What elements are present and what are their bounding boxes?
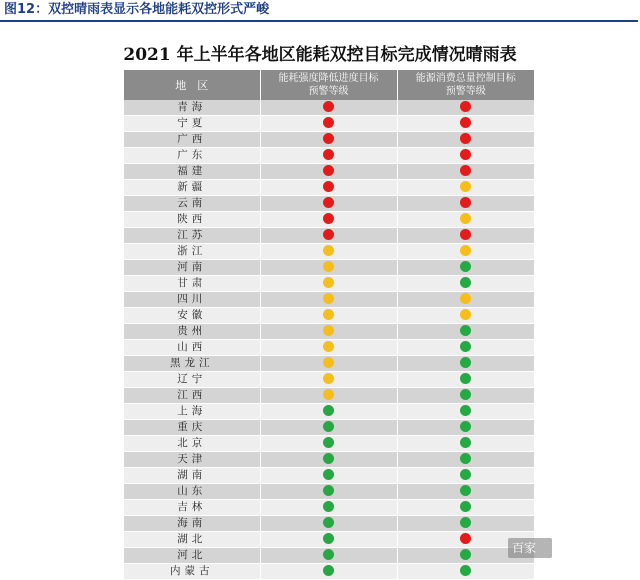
- region-cell: 重庆: [124, 420, 260, 436]
- warning-dot-yellow: [460, 213, 471, 224]
- table-row: [124, 132, 534, 148]
- region-cell: 上海: [124, 404, 260, 420]
- warning-dot-green: [460, 517, 471, 528]
- region-cell: 安徽: [124, 308, 260, 324]
- total-cell: [397, 484, 534, 500]
- intensity-cell: [260, 260, 397, 276]
- intensity-cell: [260, 500, 397, 516]
- intensity-cell: [260, 228, 397, 244]
- warning-dot-yellow: [460, 293, 471, 304]
- header-region: 地 区: [124, 70, 260, 100]
- total-cell: [397, 244, 534, 260]
- warning-dot-green: [323, 421, 334, 432]
- intensity-cell: [260, 452, 397, 468]
- warning-dot-green: [323, 437, 334, 448]
- warning-dot-green: [460, 373, 471, 384]
- table-row: [124, 452, 534, 468]
- intensity-cell: [260, 404, 397, 420]
- table-row: [124, 276, 534, 292]
- region-cell: 天津: [124, 452, 260, 468]
- warning-dot-green: [323, 485, 334, 496]
- warning-dot-green: [460, 421, 471, 432]
- table-header-row: [124, 70, 534, 100]
- region-cell: 浙江: [124, 244, 260, 260]
- warning-dot-green: [460, 357, 471, 368]
- table-row: [124, 212, 534, 228]
- total-cell: [397, 516, 534, 532]
- table-row: [124, 324, 534, 340]
- total-cell: [397, 468, 534, 484]
- intensity-cell: [260, 356, 397, 372]
- table-container: [124, 70, 534, 577]
- warning-dot-yellow: [323, 261, 334, 272]
- header-intensity-line1: 能耗强度降低进度目标: [278, 73, 379, 84]
- table-row: [124, 532, 534, 548]
- warning-dot-yellow: [460, 309, 471, 320]
- header-intensity-line2: 预警等级: [308, 86, 349, 97]
- intensity-cell: [260, 116, 397, 132]
- total-cell: [397, 308, 534, 324]
- region-cell: 江西: [124, 388, 260, 404]
- warning-dot-red: [460, 229, 471, 240]
- total-cell: [397, 420, 534, 436]
- warning-dot-green: [460, 453, 471, 464]
- region-cell: 海南: [124, 516, 260, 532]
- warning-dot-yellow: [323, 357, 334, 368]
- total-cell: [397, 212, 534, 228]
- warning-dot-green: [323, 549, 334, 560]
- warning-dot-green: [460, 325, 471, 336]
- region-cell: 福建: [124, 164, 260, 180]
- table-row: [124, 180, 534, 196]
- header-total-line1: 能源消费总量控制目标: [415, 73, 516, 84]
- region-cell: 广西: [124, 132, 260, 148]
- warning-dot-green: [460, 437, 471, 448]
- total-cell: [397, 500, 534, 516]
- warning-dot-red: [323, 197, 334, 208]
- warning-dot-green: [460, 261, 471, 272]
- warning-dot-red: [323, 213, 334, 224]
- total-cell: [397, 228, 534, 244]
- intensity-cell: [260, 516, 397, 532]
- table-row: [124, 548, 534, 564]
- warning-dot-red: [460, 533, 471, 544]
- header-total: [397, 70, 534, 100]
- table-row: [124, 372, 534, 388]
- warning-dot-red: [460, 133, 471, 144]
- warning-dot-green: [323, 565, 334, 576]
- warning-dot-yellow: [323, 341, 334, 352]
- table-row: [124, 564, 534, 580]
- table-row: [124, 340, 534, 356]
- total-cell: [397, 196, 534, 212]
- warning-dot-red: [323, 229, 334, 240]
- warning-dot-red: [460, 149, 471, 160]
- warning-dot-green: [460, 501, 471, 512]
- total-cell: [397, 148, 534, 164]
- warning-dot-green: [323, 453, 334, 464]
- intensity-cell: [260, 340, 397, 356]
- region-cell: 贵州: [124, 324, 260, 340]
- intensity-cell: [260, 532, 397, 548]
- intensity-cell: [260, 180, 397, 196]
- warning-dot-green: [323, 501, 334, 512]
- warning-dot-yellow: [323, 277, 334, 288]
- intensity-cell: [260, 468, 397, 484]
- total-cell: [397, 452, 534, 468]
- region-cell: 广东: [124, 148, 260, 164]
- region-cell: 吉林: [124, 500, 260, 516]
- region-cell: 青海: [124, 100, 260, 116]
- warning-dot-red: [323, 149, 334, 160]
- table-row: [124, 404, 534, 420]
- table-row: [124, 420, 534, 436]
- warning-dot-green: [323, 405, 334, 416]
- warning-dot-green: [460, 405, 471, 416]
- total-cell: [397, 292, 534, 308]
- intensity-cell: [260, 324, 397, 340]
- intensity-cell: [260, 388, 397, 404]
- intensity-cell: [260, 484, 397, 500]
- total-cell: [397, 340, 534, 356]
- region-cell: 山东: [124, 484, 260, 500]
- table-title: 2021 年上半年各地区能耗双控目标完成情况晴雨表: [123, 45, 517, 65]
- warning-dot-red: [460, 165, 471, 176]
- warning-dot-green: [323, 517, 334, 528]
- region-cell: 云南: [124, 196, 260, 212]
- warning-dot-green: [323, 469, 334, 480]
- intensity-cell: [260, 308, 397, 324]
- warning-dot-yellow: [323, 245, 334, 256]
- region-cell: 四川: [124, 292, 260, 308]
- region-cell: 辽宁: [124, 372, 260, 388]
- table-row: [124, 260, 534, 276]
- warning-table: [124, 70, 534, 580]
- intensity-cell: [260, 548, 397, 564]
- table-row: [124, 244, 534, 260]
- region-cell: 黑龙江: [124, 356, 260, 372]
- intensity-cell: [260, 148, 397, 164]
- warning-dot-red: [460, 117, 471, 128]
- table-row: [124, 500, 534, 516]
- total-cell: [397, 436, 534, 452]
- warning-dot-red: [460, 101, 471, 112]
- intensity-cell: [260, 436, 397, 452]
- total-cell: [397, 164, 534, 180]
- warning-dot-green: [460, 485, 471, 496]
- region-cell: 新疆: [124, 180, 260, 196]
- intensity-cell: [260, 564, 397, 580]
- region-cell: 甘肃: [124, 276, 260, 292]
- table-row: [124, 196, 534, 212]
- intensity-cell: [260, 212, 397, 228]
- intensity-cell: [260, 100, 397, 116]
- total-cell: [397, 404, 534, 420]
- table-row: [124, 468, 534, 484]
- watermark-logo: 百家: [508, 538, 552, 558]
- total-cell: [397, 324, 534, 340]
- warning-dot-yellow: [323, 373, 334, 384]
- table-row: [124, 388, 534, 404]
- warning-dot-red: [323, 165, 334, 176]
- warning-dot-yellow: [323, 309, 334, 320]
- intensity-cell: [260, 292, 397, 308]
- region-cell: 河南: [124, 260, 260, 276]
- intensity-cell: [260, 244, 397, 260]
- table-row: [124, 436, 534, 452]
- warning-dot-red: [323, 117, 334, 128]
- total-cell: [397, 116, 534, 132]
- region-cell: 山西: [124, 340, 260, 356]
- table-row: [124, 292, 534, 308]
- warning-dot-green: [460, 277, 471, 288]
- region-cell: 内蒙古: [124, 564, 260, 580]
- table-row: [124, 356, 534, 372]
- warning-dot-green: [323, 533, 334, 544]
- table-row: [124, 100, 534, 116]
- warning-dot-red: [460, 197, 471, 208]
- warning-dot-red: [323, 181, 334, 192]
- figure-caption: 图12：双控晴雨表显示各地能耗双控形式严峻: [0, 0, 638, 22]
- header-intensity: [260, 70, 397, 100]
- region-cell: 陕西: [124, 212, 260, 228]
- total-cell: [397, 276, 534, 292]
- table-row: [124, 516, 534, 532]
- total-cell: [397, 388, 534, 404]
- total-cell: [397, 260, 534, 276]
- intensity-cell: [260, 276, 397, 292]
- total-cell: [397, 132, 534, 148]
- warning-dot-red: [323, 101, 334, 112]
- warning-dot-yellow: [323, 325, 334, 336]
- table-body: [124, 100, 534, 580]
- table-row: [124, 308, 534, 324]
- warning-dot-yellow: [460, 245, 471, 256]
- table-row: [124, 164, 534, 180]
- intensity-cell: [260, 372, 397, 388]
- region-cell: 湖北: [124, 532, 260, 548]
- total-cell: [397, 356, 534, 372]
- total-cell: [397, 564, 534, 580]
- warning-dot-yellow: [460, 181, 471, 192]
- warning-dot-red: [323, 133, 334, 144]
- warning-dot-yellow: [323, 389, 334, 400]
- intensity-cell: [260, 132, 397, 148]
- total-cell: [397, 180, 534, 196]
- header-total-line2: 预警等级: [445, 86, 486, 97]
- total-cell: [397, 100, 534, 116]
- intensity-cell: [260, 196, 397, 212]
- warning-dot-green: [460, 389, 471, 400]
- total-cell: [397, 372, 534, 388]
- warning-dot-green: [460, 469, 471, 480]
- table-row: [124, 148, 534, 164]
- table-row: [124, 116, 534, 132]
- region-cell: 江苏: [124, 228, 260, 244]
- region-cell: 湖南: [124, 468, 260, 484]
- intensity-cell: [260, 420, 397, 436]
- table-row: [124, 484, 534, 500]
- region-cell: 河北: [124, 548, 260, 564]
- intensity-cell: [260, 164, 397, 180]
- warning-dot-green: [460, 565, 471, 576]
- warning-dot-green: [460, 341, 471, 352]
- region-cell: 宁夏: [124, 116, 260, 132]
- region-cell: 北京: [124, 436, 260, 452]
- table-row: [124, 228, 534, 244]
- warning-dot-green: [460, 549, 471, 560]
- warning-dot-yellow: [323, 293, 334, 304]
